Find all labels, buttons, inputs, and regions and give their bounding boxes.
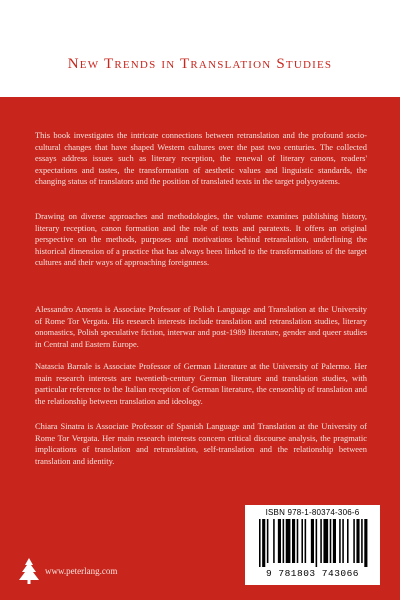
author-bio-sinatra: Chiara Sinatra is Associate Professor of Spanish Language and Translation at the University of Rome Tor Vergata. Her main research interests concern critical discourse analysis, the pragmatic implications of translation and retranslation, self-translation and the relationship between translation and identity. [35,421,367,466]
isbn-label: ISBN 978-1-80374-306-6 [265,508,360,517]
barcode-box [245,505,380,585]
barcode-bar [316,519,318,567]
blurb-paragraph-1: This book investigates the intricate connections between retranslation and the profound socio-cultural changes that have shaped Western cultures over the past two centuries. The collected essays address issues such as literary reception, the renewal of literary canons, readers' expectations and tastes, the transformation of aesthetic values and linguistic standards, the changing status of translators and the position of translated texts in the target polysystems. [35,130,367,187]
barcode-bar [364,519,367,567]
series-header [0,0,400,97]
peter-lang-pine-logo-icon [18,557,40,585]
barcode-icon [259,519,369,567]
barcode-digits: 9 781803 743066 [265,568,359,579]
barcode-bar [320,519,322,563]
barcode-bar [301,519,303,563]
barcode-bar [273,519,275,563]
barcode-bar [297,519,299,563]
series-title: New Trends in Translation Studies [67,56,333,72]
barcode-bar [305,519,307,563]
author-bio-barrale: Natascia Barrale is Associate Professor of German Literature at the University of Palermo. Her main research interests are twentieth-century German literature and translation studies, with particular reference to the Italian reception of German literature, the censorship of translation and the relationship between translation and ideology. [35,361,367,406]
barcode-bar [283,519,285,563]
barcode-bar [323,519,328,563]
barcode-bar [311,519,314,563]
barcode-bar [278,519,281,563]
barcode-bar [292,519,295,563]
barcode-bar [347,519,349,563]
blurb-paragraph-2: Drawing on diverse approaches and methodologies, the volume examines publishing history, literary reception, canon formation and the role of texts and paratexts. It offers an original perspective on the methods, purposes and motivations behind retranslation, underlining the historical dimension of a practice that has always been linked to the transformations of the target cultures and their ways of approaching foreignness. [35,211,367,268]
barcode-bar [356,519,359,563]
barcode-bar [361,519,363,563]
barcode-bar [259,519,261,567]
publisher-website-link[interactable]: www.peterlang.com [45,566,118,576]
barcode-bar [330,519,332,563]
barcode-bar [262,519,265,567]
barcode-bar [342,519,344,563]
author-bio-amenta: Alessandro Amenta is Associate Professor of Polish Language and Translation at the University of Rome Tor Vergata. His research interests include translation and retranslation studies, literary onomastics, Polish speculative fiction, interwar and post-1989 literature, gender and queer studies in Central and Eastern Europe. [35,304,367,349]
barcode-bar [333,519,336,563]
barcode-bar [339,519,341,563]
barcode-bar [353,519,355,563]
barcode-bar [286,519,291,563]
barcode-bar [267,519,269,563]
